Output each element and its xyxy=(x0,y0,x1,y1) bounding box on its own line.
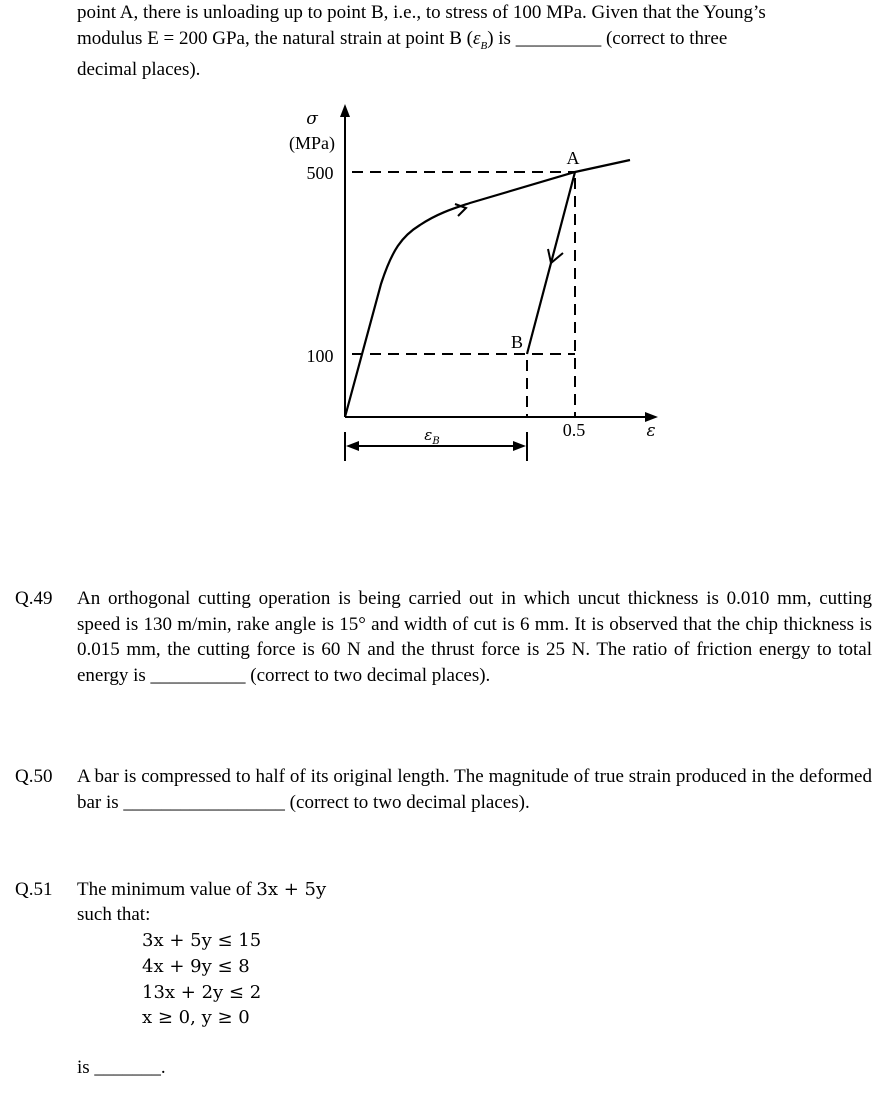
x-symbol-label: ε xyxy=(646,421,656,441)
y-axis-arrow-icon xyxy=(340,104,350,117)
q48-line-1: point A, there is unloading up to point B, i.e., to stress of 100 MPa. Given that the Young’s xyxy=(77,2,766,23)
q50-text: A bar is compressed to half of its original length. The magnitude of true strain produced in the deformed bar is _________________ (correct to two decimal places). xyxy=(77,766,872,813)
q51-intro: The minimum value of 3x + 5y xyxy=(77,879,327,900)
q48-line-2: modulus E = 200 GPa, the natural strain at point B $(\varepsilon_B)$ is _________ (correct to three xyxy=(77,28,728,52)
loading-curve xyxy=(345,160,630,417)
q51-constraint-1: 3x + 5y ≤ 15 xyxy=(142,930,262,951)
q51-objective: 3x + 5y xyxy=(256,879,327,900)
y-unit-label: (MPa) xyxy=(289,133,335,153)
q49-number: Q.49 xyxy=(15,588,53,609)
q51-answer-line: is _______. xyxy=(77,1057,166,1078)
q51-number: Q.51 xyxy=(15,879,53,900)
q49-text: An orthogonal cutting operation is being carried out in which uncut thickness is 0.010 mm, cutting speed is 130 m/min, rake angle is 15° and width of cut is 6 mm. It is observed that the chip thickness is 0.015 mm, the cutting force is 60 N and the thrust force is 25 N. The ratio of friction energy to total energy is __________ (correct to two decimal places). xyxy=(77,588,872,686)
point-b-label: B xyxy=(510,332,524,352)
y-tick-500: 500 xyxy=(306,163,334,183)
x-tick-05: 0.5 xyxy=(562,420,586,440)
q48-line-3: decimal places). xyxy=(77,59,201,80)
dim-symbol-label: $\varepsilon_B$ xyxy=(424,426,440,447)
q50-number: Q.50 xyxy=(15,766,53,787)
dim-right-arrow-icon xyxy=(513,441,526,451)
unloading-arrow-icon xyxy=(548,249,563,263)
q51-constraint-3: 13x + 2y ≤ 2 xyxy=(142,982,262,1003)
q51-such-that: such that: xyxy=(77,904,151,925)
q51-constraint-2: 4x + 9y ≤ 8 xyxy=(142,956,250,977)
y-tick-100: 100 xyxy=(306,346,334,366)
dim-left-arrow-icon xyxy=(346,441,359,451)
stress-strain-diagram xyxy=(270,95,670,475)
point-a-label: A xyxy=(566,148,580,168)
q51-constraint-4: x ≥ 0, y ≥ 0 xyxy=(142,1007,250,1028)
y-symbol-label: σ xyxy=(306,109,318,129)
